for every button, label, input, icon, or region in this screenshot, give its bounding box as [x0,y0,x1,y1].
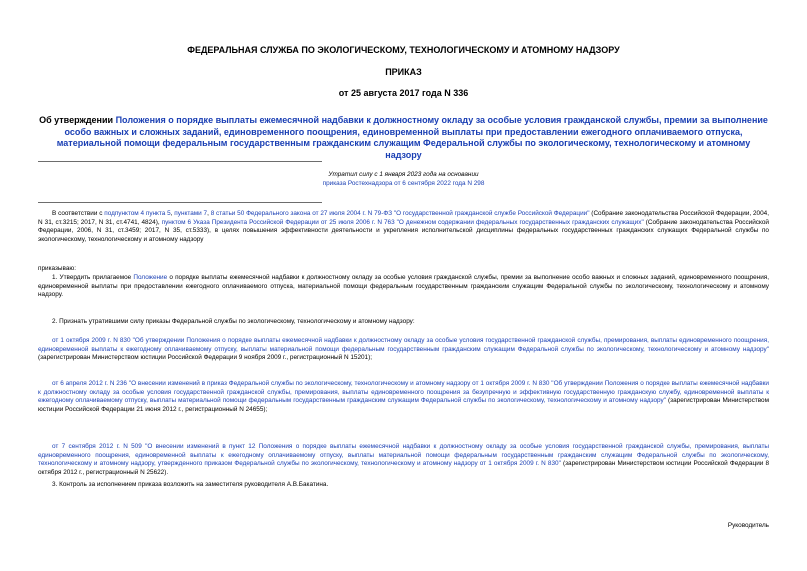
expired-notice [38,170,769,188]
repealed-order-1-text: (зарегистрирован Министерством юстиции Российской Федерации 9 ноября 2009 г., регистрационный N 15201); [38,354,373,362]
expired-notice-text: Утратил силу с 1 января 2023 года на основании [328,171,479,178]
repealed-order-2-text: (зарегистрирован Министерством юстиции Российской Федерации 21 июня 2012 г., регистрационный N 24655); [38,397,769,413]
preamble-link-federal-law[interactable]: 8 статьи 50 Федерального закона от 27 июля 2004 г. N 79-ФЗ "О государственной гражданской службе Российской Федерации" [210,210,590,217]
repealed-order-1 [38,337,769,363]
order-date: от 25 августа 2017 года N 336 [338,88,469,98]
divider-bottom [38,202,322,203]
preamble-text: (Собрание законодательства Российской Федерации, 2004, N 31, ст.3215; 2017, N 31, ст.4741, 4824), [38,210,770,226]
repealed-order-2-link[interactable]: от 6 апреля 2012 г. N 236 "О внесении изменений в приказ Федеральной службы по экологическому, технологическому и атомному надзору от 1 октября 2009 г. N 830 "Об утверждении Положения о порядке выплаты ежемесячной надбавки к должностному окладу за особые условия государственной гражданской службы, премирования, выплаты единовременного поощрения за безупречную и эффективную государственную гражданскую службу, единовременной выплаты к ежегодному оплачиваемому отпуску, выплаты материальной помощи федеральным государственным гражданским служащим Федеральной службы по экологическому, технологическому и атомному надзору" [38,380,769,405]
order-item-2: 2. Признать утратившими силу приказы Федеральной службы по экологическому, технологическому и атомному надзору: [52,318,415,325]
agency-name: ФЕДЕРАЛЬНАЯ СЛУЖБА ПО ЭКОЛОГИЧЕСКОМУ, ТЕХНОЛОГИЧЕСКОМУ И АТОМНОМУ НАДЗОРУ [187,45,620,55]
item-1-text: 1. Утвердить прилагаемое [52,274,134,281]
preamble-text: (Собрание законодательства Российской Федерации, 2006, N 31, ст.3459; 2017, N 35, ст.5333), в целях повышения эффективности деятельности и укрепления исполнительской дисциплины федеральных государственных гражданских служащих Федеральной службы по экологическому, технологическому и атомному надзору [38,218,769,243]
repealed-order-1-link[interactable]: от 1 октября 2009 г. N 830 "Об утверждении Положения о порядке выплаты ежемесячной надбавки к должностному окладу за особые условия государственной гражданской службы, премирования, выплаты единовременного поощрения, единовременной выплаты к ежегодному оплачиваемому отпуску, выплаты материальной помощи федеральным государственным гражданским служащим Федеральной службы по экологическому, технологическому и атомному надзору" [38,337,769,353]
order-item-3: 3. Контроль за исполнением приказа возложить на заместителя руководителя А.В.Бакатина. [52,481,329,488]
repealed-order-3-text: (зарегистрирован Министерством юстиции Российской Федерации 8 октября 2012 г., регистрационный N 25622). [38,460,769,476]
preamble-link-presidential-decree[interactable]: пунктом 6 Указа Президента Российской Федерации от 25 июля 2006 г. N 763 "О денежном содержании федеральных государственных гражданских служащих" [161,218,644,226]
ordered-label: приказываю: [38,265,76,272]
item-1-link-regulation[interactable]: Положение [133,274,168,281]
preamble-text: , [207,210,211,217]
document-title [38,115,769,161]
order-item-1 [38,274,769,300]
signature-title: Руководитель [727,522,769,529]
repealed-order-3-link[interactable]: от 7 сентября 2012 г. N 509 "О внесении изменений в пункт 12 Положения о порядке выплаты ежемесячной надбавки к должностному окладу за особые условия государственной гражданской службы, премирования, выплаты единовременного поощрения, единовременной выплаты к ежегодному оплачиваемому отпуску, выплаты материальной помощи федеральным государственным гражданским служащим Федеральной службы по экологическому, технологическому и атомному надзору, утвержденного приказом Федеральной службы по экологическому, технологическому и атомному надзору от 1 октября 2009 г. N 830" [38,443,769,468]
divider-top [38,161,322,162]
order-title: ПРИКАЗ [385,67,422,77]
preamble-text: , [170,210,175,217]
title-link[interactable]: Положения о порядке выплаты ежемесячной надбавки к должностному окладу за особые условия гражданской службы, премии за выполнение особо важных и сложных заданий, единовременного поощрения, единовременной выплаты при предоставлении ежегодного оплачиваемого отпуска, материальной помощи федеральным государственным гражданским служащим Федеральной службы по экологическому, технологическому и атомному надзору [56,115,768,160]
preamble-link-subparagraph[interactable]: подпунктом 4 пункта 5 [104,210,171,217]
item-1-text: о порядке выплаты ежемесячной надбавки к должностному окладу за особые условия гражданской службы, премии за выполнение особо важных и сложных заданий, единовременного поощрения, единовременной выплаты при предоставлении ежегодного оплачиваемого отпуска, материальной помощи федеральным государственным гражданским служащим Федеральной службы по экологическому, технологическому и атомному надзору. [38,274,770,299]
expired-notice-link[interactable]: приказа Ростехнадзора от 6 сентября 2022 года N 298 [322,180,485,187]
title-prefix: Об утверждении [39,115,114,125]
preamble-text: В соответствии с [52,210,105,217]
preamble-link-points[interactable]: пунктами 7 [174,210,208,217]
repealed-order-3 [38,443,769,477]
repealed-order-2 [38,380,769,414]
preamble-paragraph [38,210,769,244]
